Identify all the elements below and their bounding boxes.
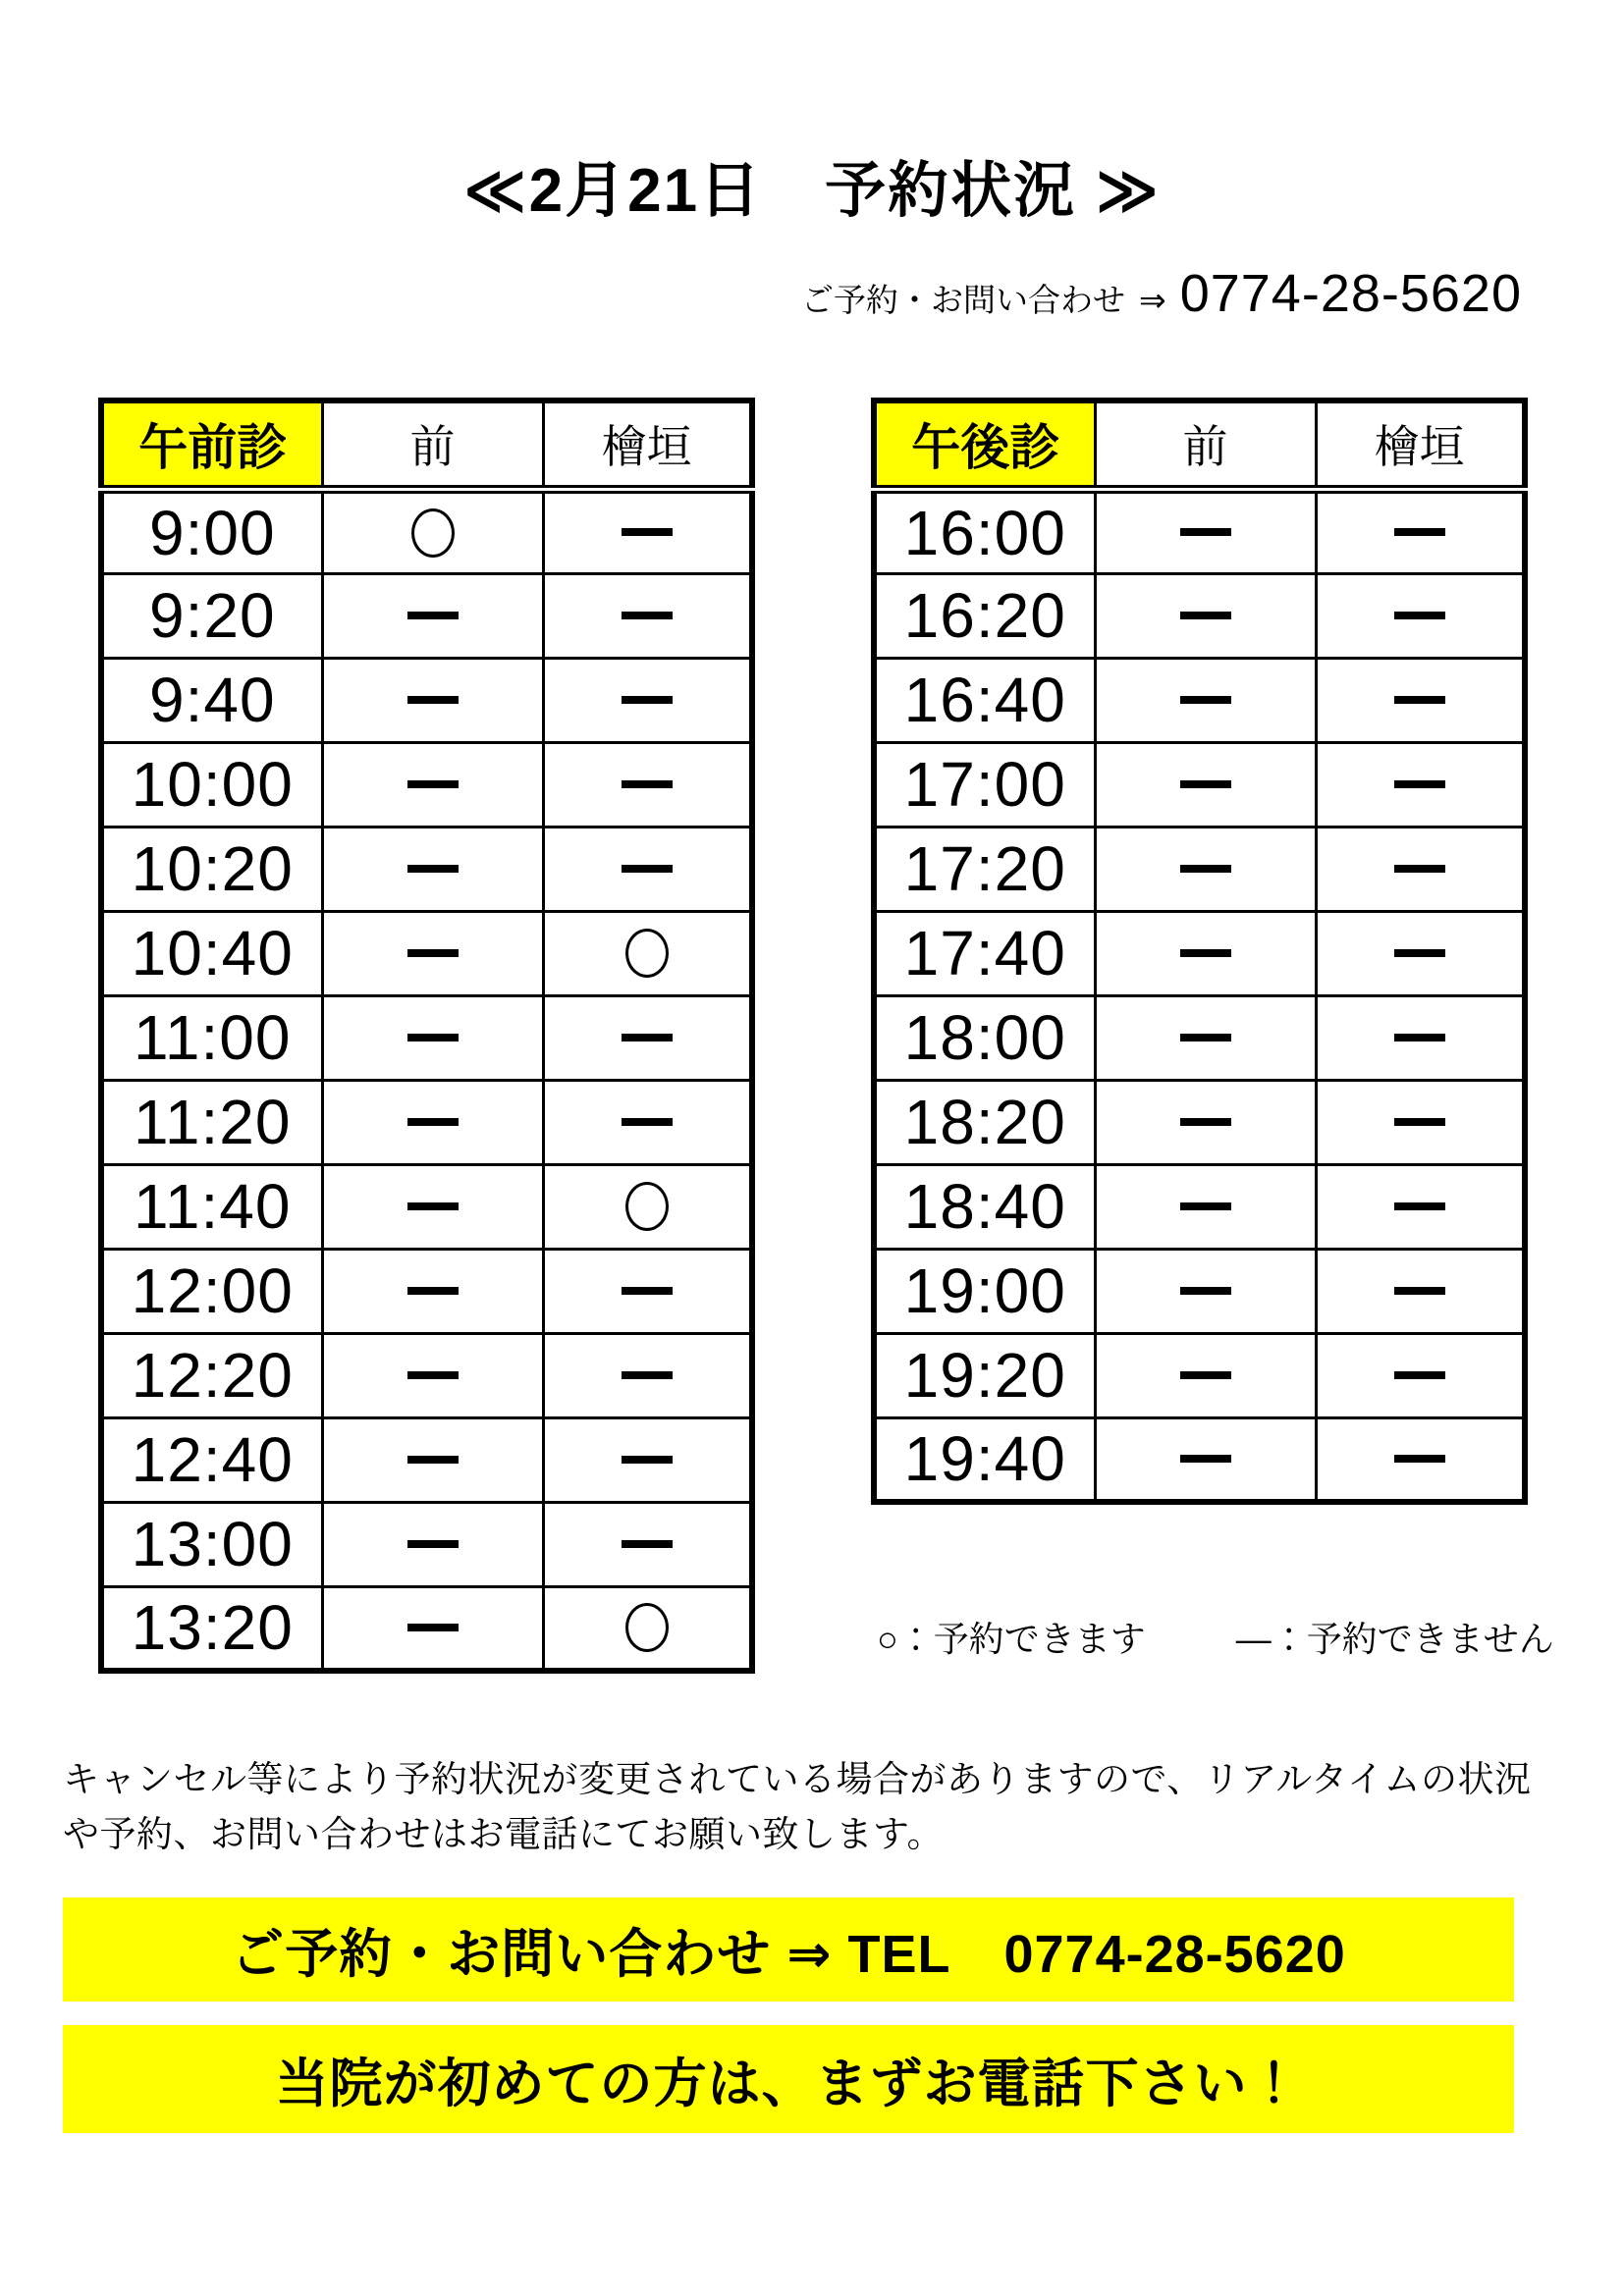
time-label: 9:40: [101, 658, 322, 742]
time-label: 16:20: [874, 573, 1095, 658]
availability-cell: [1095, 1249, 1316, 1333]
availability-cell: [1316, 658, 1525, 742]
availability-cell: [322, 1502, 543, 1586]
availability-cell: [322, 911, 543, 995]
time-slot-row: [101, 1417, 752, 1502]
unavailable-dash-mark: [622, 612, 673, 619]
unavailable-dash-mark: [1394, 612, 1445, 619]
availability-cell: [322, 1417, 543, 1502]
availability-cell: [322, 742, 543, 827]
unavailable-dash-mark: [1394, 780, 1445, 788]
unavailable-dash-mark: [1394, 1455, 1445, 1463]
availability-cell: [543, 573, 752, 658]
unavailable-dash-mark: [407, 780, 459, 788]
availability-cell: [322, 827, 543, 911]
time-slot-row: [101, 1249, 752, 1333]
legend-available-item: ○：予約できます: [877, 1619, 1146, 1659]
time-label: 12:20: [101, 1333, 322, 1417]
legend: [877, 1612, 1554, 1662]
unavailable-dash-mark: [1180, 696, 1231, 704]
doctor-header-cell: 前: [322, 400, 543, 489]
unavailable-dash-mark: [622, 1034, 673, 1041]
session-header-afternoon: 午後診: [874, 400, 1095, 489]
availability-cell: [322, 1164, 543, 1249]
unavailable-dash-mark: [622, 1540, 673, 1548]
availability-cell: [1095, 489, 1316, 573]
time-slot-row: [874, 827, 1525, 911]
doctor-header-cell: 檜垣: [543, 400, 752, 489]
time-slot-row: [874, 1333, 1525, 1417]
page-title: ≪2月21日 予約状況 ≫: [462, 157, 1162, 225]
availability-cell: [322, 1249, 543, 1333]
time-slot-row: [874, 742, 1525, 827]
unavailable-dash-mark: [622, 1371, 673, 1379]
unavailable-dash-mark: [1180, 1034, 1231, 1041]
time-label: 10:00: [101, 742, 322, 827]
unavailable-dash-mark: [622, 1118, 673, 1126]
time-label: 12:40: [101, 1417, 322, 1502]
availability-cell: [1095, 1080, 1316, 1164]
time-slot-row: [874, 1249, 1525, 1333]
availability-cell: [1316, 573, 1525, 658]
availability-cell: [543, 827, 752, 911]
availability-cell: [543, 1417, 752, 1502]
availability-cell: [1316, 742, 1525, 827]
availability-cell: [1095, 995, 1316, 1080]
contact-label: ご予約・お問い合わせ: [801, 282, 1126, 318]
header-row: [101, 400, 752, 489]
availability-cell: [322, 1333, 543, 1417]
time-slot-row: [101, 995, 752, 1080]
unavailable-dash-mark: [1394, 1118, 1445, 1126]
time-label: 13:20: [101, 1586, 322, 1671]
availability-cell: [322, 1586, 543, 1671]
availability-cell: [1316, 1164, 1525, 1249]
availability-cell: [543, 658, 752, 742]
availability-cell: [543, 1080, 752, 1164]
unavailable-dash-mark: [1394, 1202, 1445, 1210]
time-slot-row: [101, 827, 752, 911]
time-slot-row: [101, 1164, 752, 1249]
time-label: 18:40: [874, 1164, 1095, 1249]
time-slot-row: [874, 573, 1525, 658]
unavailable-dash-mark: [407, 1371, 459, 1379]
time-slot-row: [101, 911, 752, 995]
time-slot-row: [874, 1080, 1525, 1164]
unavailable-dash-mark: [1394, 1371, 1445, 1379]
notice-text: キャンセル等により予約状況が変更されている場合がありますので、リアルタイムの状況や予約、お問い合わせはお電話にてお願い致します。: [63, 1759, 1532, 1854]
time-label: 19:20: [874, 1333, 1095, 1417]
unavailable-dash-mark: [407, 1287, 459, 1295]
time-slot-row: [874, 489, 1525, 573]
availability-cell: [543, 1164, 752, 1249]
time-label: 13:00: [101, 1502, 322, 1586]
unavailable-dash-mark: [1180, 1118, 1231, 1126]
availability-cell: [322, 1080, 543, 1164]
availability-cell: [1095, 827, 1316, 911]
time-slot-row: [101, 1502, 752, 1586]
time-slot-row: [101, 1586, 752, 1671]
unavailable-dash-mark: [407, 696, 459, 704]
phone-number: 0774-28-5620: [1179, 264, 1522, 323]
availability-cell: [543, 995, 752, 1080]
time-label: 18:00: [874, 995, 1095, 1080]
unavailable-dash-mark: [1180, 528, 1231, 536]
afternoon-schedule-table: [871, 398, 1528, 1505]
unavailable-dash-mark: [1180, 612, 1231, 619]
session-header-morning: 午前診: [101, 400, 322, 489]
availability-cell: [1095, 742, 1316, 827]
available-circle-mark: [625, 929, 669, 978]
availability-cell: [1095, 1417, 1316, 1502]
time-slot-row: [101, 1333, 752, 1417]
availability-cell: [1316, 995, 1525, 1080]
unavailable-dash-mark: [1180, 1455, 1231, 1463]
availability-cell: [1316, 1417, 1525, 1502]
availability-cell: [322, 995, 543, 1080]
unavailable-dash-mark: [1394, 1287, 1445, 1295]
availability-cell: [1095, 911, 1316, 995]
time-slot-row: [874, 911, 1525, 995]
availability-cell: [1316, 489, 1525, 573]
availability-cell: [1095, 1164, 1316, 1249]
available-circle-mark: [625, 1603, 669, 1652]
time-label: 19:00: [874, 1249, 1095, 1333]
availability-cell: [1316, 827, 1525, 911]
availability-cell: [322, 489, 543, 573]
phone-contact-banner: ご予約・お問い合わせ ⇒ TEL 0774-28-5620: [63, 1897, 1514, 2002]
time-label: 9:00: [101, 489, 322, 573]
unavailable-dash-mark: [407, 1118, 459, 1126]
time-label: 10:20: [101, 827, 322, 911]
unavailable-dash-mark: [407, 1624, 459, 1631]
time-label: 11:40: [101, 1164, 322, 1249]
unavailable-dash-mark: [407, 612, 459, 619]
availability-cell: [543, 489, 752, 573]
availability-cell: [322, 658, 543, 742]
unavailable-dash-mark: [1394, 1034, 1445, 1041]
time-label: 10:40: [101, 911, 322, 995]
contact-line: [801, 263, 1522, 324]
unavailable-dash-mark: [1394, 949, 1445, 957]
unavailable-dash-mark: [1180, 865, 1231, 873]
unavailable-dash-mark: [1180, 1371, 1231, 1379]
time-slot-row: [101, 573, 752, 658]
unavailable-dash-mark: [1180, 1287, 1231, 1295]
unavailable-dash-mark: [1180, 949, 1231, 957]
unavailable-dash-mark: [407, 1456, 459, 1464]
availability-cell: [1316, 1333, 1525, 1417]
unavailable-dash-mark: [622, 1287, 673, 1295]
time-slot-row: [101, 742, 752, 827]
availability-cell: [1095, 573, 1316, 658]
time-label: 11:00: [101, 995, 322, 1080]
unavailable-dash-mark: [1394, 696, 1445, 704]
unavailable-dash-mark: [407, 949, 459, 957]
unavailable-dash-mark: [407, 1202, 459, 1210]
doctor-header-cell: 前: [1095, 400, 1316, 489]
header-row: [874, 400, 1525, 489]
unavailable-dash-mark: [622, 696, 673, 704]
unavailable-dash-mark: [407, 1540, 459, 1548]
time-slot-row: [874, 1164, 1525, 1249]
unavailable-dash-mark: [622, 780, 673, 788]
time-label: 16:40: [874, 658, 1095, 742]
availability-cell: [1316, 1249, 1525, 1333]
time-slot-row: [874, 1417, 1525, 1502]
availability-cell: [543, 1586, 752, 1671]
time-slot-row: [874, 658, 1525, 742]
available-circle-mark: [411, 508, 455, 558]
time-label: 17:20: [874, 827, 1095, 911]
availability-cell: [543, 1333, 752, 1417]
availability-cell: [543, 1502, 752, 1586]
time-label: 19:40: [874, 1417, 1095, 1502]
unavailable-dash-mark: [407, 865, 459, 873]
unavailable-dash-mark: [1394, 528, 1445, 536]
time-slot-row: [874, 995, 1525, 1080]
time-label: 11:20: [101, 1080, 322, 1164]
arrow-right-icon: ⇒: [1139, 282, 1166, 318]
availability-cell: [1095, 1333, 1316, 1417]
availability-cell: [322, 573, 543, 658]
availability-cell: [543, 742, 752, 827]
time-label: 16:00: [874, 489, 1095, 573]
unavailable-dash-mark: [1180, 780, 1231, 788]
unavailable-dash-mark: [622, 528, 673, 536]
first-visit-banner: 当院が初めての方は、まずお電話下さい！: [63, 2025, 1514, 2133]
time-slot-row: [101, 1080, 752, 1164]
unavailable-dash-mark: [1180, 1202, 1231, 1210]
unavailable-dash-mark: [622, 865, 673, 873]
morning-schedule-table: [98, 398, 755, 1674]
time-slot-row: [101, 658, 752, 742]
unavailable-dash-mark: [407, 1034, 459, 1041]
available-circle-mark: [625, 1182, 669, 1231]
availability-cell: [543, 911, 752, 995]
time-label: 17:40: [874, 911, 1095, 995]
availability-cell: [1095, 658, 1316, 742]
time-label: 17:00: [874, 742, 1095, 827]
doctor-header-cell: 檜垣: [1316, 400, 1525, 489]
time-label: 12:00: [101, 1249, 322, 1333]
availability-cell: [543, 1249, 752, 1333]
time-label: 9:20: [101, 573, 322, 658]
time-label: 18:20: [874, 1080, 1095, 1164]
unavailable-dash-mark: [622, 1456, 673, 1464]
unavailable-dash-mark: [1394, 865, 1445, 873]
availability-cell: [1316, 911, 1525, 995]
legend-unavailable-item: ―：予約できません: [1235, 1619, 1554, 1659]
time-slot-row: [101, 489, 752, 573]
availability-cell: [1316, 1080, 1525, 1164]
